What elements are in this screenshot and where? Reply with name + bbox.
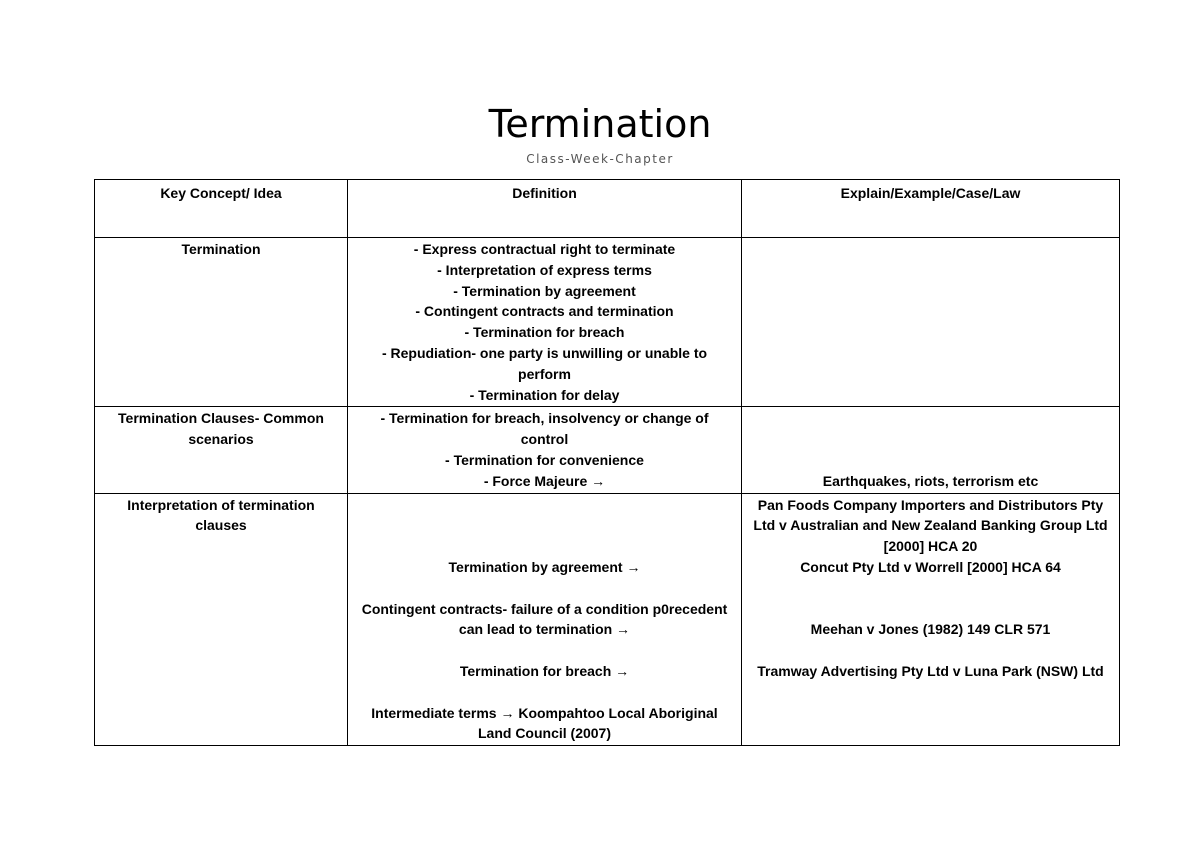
explain-item: Earthquakes, riots, terrorism etc [822,472,1039,489]
definition-cell [348,407,742,493]
definition-item: - Repudiation- one party is unwilling or unable to perform [381,344,708,382]
header-definition: Definition [348,180,742,238]
definition-item: - Termination for convenience [445,451,644,468]
concept-cell: Termination [95,238,348,407]
definition-cell [348,493,742,746]
explain-cell [742,407,1120,493]
definition-item: - Force Majeure → [483,472,606,489]
explain-item: Pan Foods Company Importers and Distributors Pty Ltd v Australian and New Zealand Banking Group Ltd [2000] HCA 20 [753,496,1108,555]
definition-item: - Contingent contracts and termination [415,303,674,320]
table-row [95,493,1120,746]
definition-item: - Express contractual right to terminate [413,241,676,257]
definition-cell [348,238,742,407]
header-key-concept: Key Concept/ Idea [95,180,348,238]
explain-cell [742,493,1120,746]
concept-table [94,179,1120,746]
table-row [95,407,1120,493]
definition-item: Intermediate terms → Koompahtoo Local Aboriginal Land Council (2007) [371,704,718,742]
concept-cell: Interpretation of termination clauses [95,493,348,746]
definition-item: - Termination for breach, insolvency or change of control [380,410,709,448]
explain-item: Concut Pty Ltd v Worrell [2000] HCA 64 [800,558,1061,575]
definition-item: - Termination for breach [464,324,625,341]
explain-item: Meehan v Jones (1982) 149 CLR 571 [810,621,1051,638]
document-subtitle: Class-Week-Chapter [526,152,674,166]
definition-item: Termination for breach → [459,662,630,679]
concept-cell: Termination Clauses- Common scenarios [95,407,348,493]
explain-cell [742,238,1120,407]
definition-item: Contingent contracts- failure of a condition p0recedent can lead to termination → [361,600,728,638]
definition-item: Termination by agreement → [448,558,641,575]
explain-item: Tramway Advertising Pty Ltd v Luna Park (NSW) Ltd [757,662,1104,679]
document-title: Termination [488,102,712,146]
header-explain: Explain/Example/Case/Law [742,180,1120,238]
table-header-row [95,180,1120,238]
definition-item: - Interpretation of express terms [437,261,652,278]
table-row [95,238,1120,407]
definition-item: - Termination by agreement [453,282,636,299]
definition-item: - Termination for delay [469,386,620,403]
